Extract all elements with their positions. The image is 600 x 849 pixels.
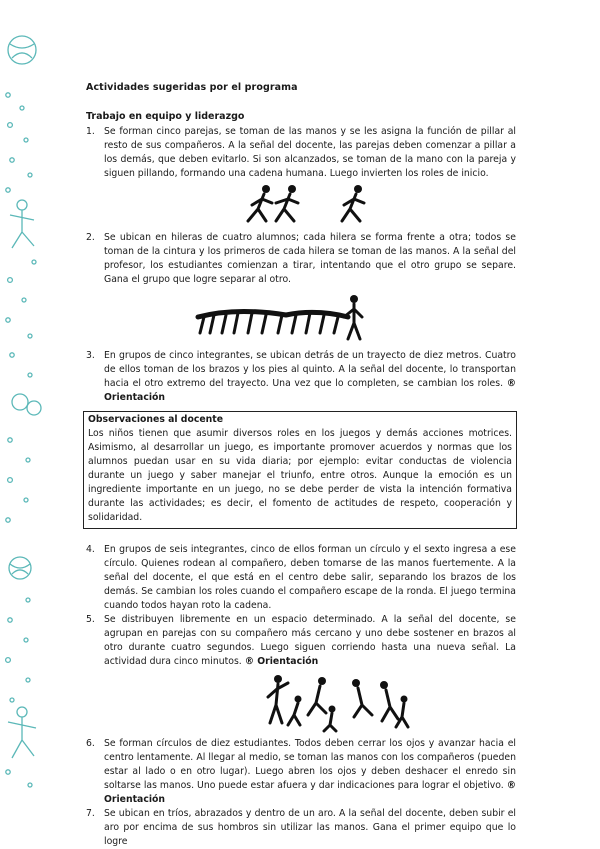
item-number: 6. <box>86 738 95 749</box>
group-activity-illustration <box>86 669 516 733</box>
item-text: Se ubican en hileras de cuatro alumnos; cada hilera se forma frente a otra; todos se toman de la cintura y los primeros de cada hilera se toman de las manos. A la señal del profesor, los estudiantes comienzan a tirar, intentando que el otro grupo se separe. Gana el grupo que logre separar al otro. <box>104 232 516 285</box>
item-text: Se forman cinco parejas, se toman de las manos y se les asigna la función de pillar al resto de sus compañeros. A la señal del docente, las parejas deben comenzar a pillar a los demás, que deben evitarlo. Si son alcanzados, se toman de la mano con la pareja y siguen pillando, formando una cadena humana. Luego invierten los roles de inicio. <box>104 126 516 179</box>
activity-item-6 <box>86 737 516 807</box>
activity-item-7 <box>86 807 516 849</box>
item-text: En grupos de cinco integrantes, se ubican detrás de un trayecto de diez metros. Cuatro de ellos toman de los brazos y los pies al quinto. A la señal del docente, lo transportan hacia el otro extremo del trayecto. Una vez que lo completen, se cambian los roles. <box>104 350 516 389</box>
activity-item-3 <box>86 349 516 405</box>
teacher-observations-box <box>83 411 517 529</box>
activity-item-4 <box>86 543 516 613</box>
orientacion-link[interactable]: ® Orientación <box>104 378 516 403</box>
item-number: 3. <box>86 350 95 361</box>
item-text: Se forman círculos de diez estudiantes. Todos deben cerrar los ojos y avanzar hacia el centro lentamente. Al llegar al medio, se toman las manos con los compañeros (pueden estar al lado o en otro lugar). Luego abren los ojos y deben deshacer el enredo sin soltarse las manos. Uno puede estar afuera y dar indicaciones para lograr el objetivo. <box>104 738 516 791</box>
section-heading: Trabajo en equipo y liderazgo <box>86 111 245 122</box>
item-number: 7. <box>86 808 95 819</box>
item-number: 5. <box>86 614 95 625</box>
running-figures-illustration <box>86 181 516 227</box>
item-number: 1. <box>86 126 95 137</box>
activity-item-2 <box>86 231 516 287</box>
decorative-margin <box>0 0 60 800</box>
orientacion-link[interactable]: ® Orientación <box>244 656 319 667</box>
activity-item-5 <box>86 613 516 669</box>
box-heading: Observaciones al docente <box>88 414 224 425</box>
document-page <box>86 82 516 849</box>
item-number: 2. <box>86 232 95 243</box>
item-number: 4. <box>86 544 95 555</box>
box-text: Los niños tienen que asumir diversos roles en los juegos y demás acciones motrices. Asimismo, al desarrollar un juego, es importante promover acuerdos y normas que los alumnos puedan usar en su vida diaria; por ejemplo: evitar conductas de violencia durante un juego y saber manejar el triunfo, entre otros. Aunque la emoción es un ingrediente importante en un juego, no se debe perder de vista la intención formativa durante las actividades; es decir, el fomento de actitudes de respeto, cooperación y solidaridad. <box>88 428 512 523</box>
item-text: Se distribuyen libremente en un espacio determinado. A la señal del docente, se agrupan en parejas con su compañero más cercano y uno debe sostener en brazos al otro durante cuatro segundos. Luego siguen corriendo hasta una nueva señal. La actividad dura cinco minutos. <box>104 614 516 667</box>
item-text: Se ubican en tríos, abrazados y dentro de un aro. A la señal del docente, deben subir el aro por encima de sus hombros sin utilizar las manos. Gana el primer equipo que lo logre <box>104 808 516 847</box>
page-title: Actividades sugeridas por el programa <box>86 82 298 93</box>
activity-item-1 <box>86 125 516 181</box>
item-text: En grupos de seis integrantes, cinco de ellos forman un círculo y el sexto ingresa a ese círculo. Quienes rodean al compañero, deben tomarse de las manos fuertemente. A la señal del docente, el que está en el centro debe salir, separando los brazos de los demás. Se cambian los roles cuando el compañero escape de la ronda. El juego termina cuando todos hayan roto la cadena. <box>104 544 516 611</box>
tug-of-war-illustration <box>86 287 516 345</box>
orientacion-link[interactable]: ® Orientación <box>104 780 516 805</box>
